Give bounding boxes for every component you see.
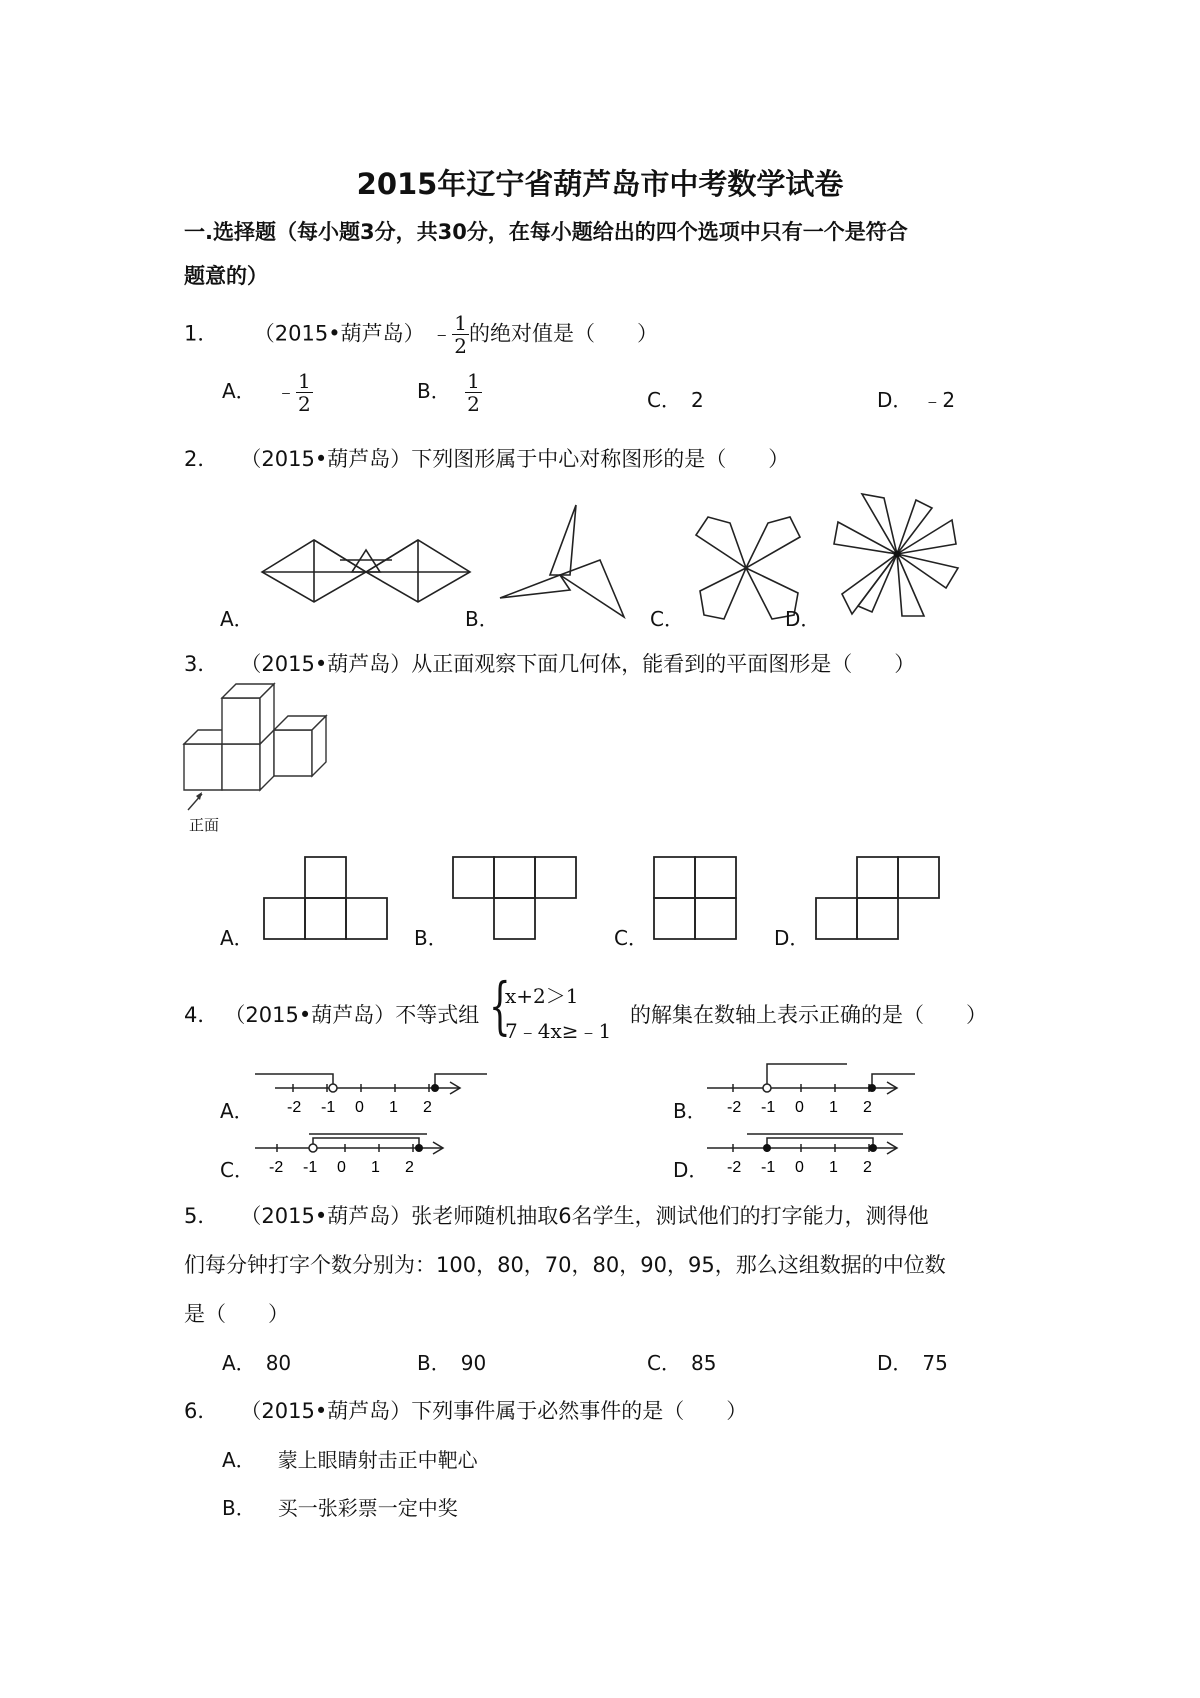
question-4-stem: 4． （2015•葫芦岛）不等式组 <box>184 1003 480 1027</box>
figure-3d <box>815 856 940 941</box>
option-2-a[interactable]: A． <box>220 607 254 631</box>
figure-2b <box>500 505 630 620</box>
question-sign: ﹣ <box>431 321 453 346</box>
svg-text:-2: -2 <box>727 1159 742 1176</box>
question-6-stem: 6． （2015•葫芦岛）下列事件属于必然事件的是（ ） <box>184 1399 748 1423</box>
svg-text:-2: -2 <box>287 1099 302 1116</box>
question-2-stem: 2． （2015•葫芦岛）下列图形属于中心对称图形的是（ ） <box>184 447 790 471</box>
svg-text:-2: -2 <box>269 1159 284 1176</box>
option-2-d[interactable]: D． <box>785 607 821 631</box>
section-header-line2: 题意的） <box>184 264 268 288</box>
option-5-a[interactable]: A． 80 <box>222 1351 292 1375</box>
question-number: 1． <box>184 321 219 346</box>
option-4-d[interactable]: D． <box>673 1158 709 1182</box>
svg-text:0: 0 <box>337 1159 346 1176</box>
option-1-c[interactable]: C． 2 <box>647 388 704 412</box>
question-3-stem: 3． （2015•葫芦岛）从正面观察下面几何体，能看到的平面图形是（ ） <box>184 652 916 676</box>
option-5-b[interactable]: B． 90 <box>417 1351 487 1375</box>
option-5-d[interactable]: D． 75 <box>877 1351 948 1375</box>
page-title: 2015年辽宁省葫芦岛市中考数学试卷 <box>356 167 844 201</box>
svg-text:0: 0 <box>355 1099 364 1116</box>
question-4-tail: 的解集在数轴上表示正确的是（ ） <box>630 1003 987 1027</box>
option-2-c[interactable]: C． <box>650 607 684 631</box>
numberline-a <box>255 1070 495 1115</box>
figure-2d <box>832 494 962 619</box>
svg-text:1: 1 <box>829 1099 838 1116</box>
figure-3c <box>653 856 738 941</box>
option-3-d[interactable]: D． <box>774 926 810 950</box>
option-5-c[interactable]: C． 85 <box>647 1351 717 1375</box>
fraction: $\frac{1}{2}$ <box>454 311 468 358</box>
solid-3d-figure <box>184 694 334 829</box>
svg-text:-1: -1 <box>321 1099 336 1116</box>
option-6-a[interactable]: A． 蒙上眼睛射击正中靶心 <box>222 1448 478 1472</box>
svg-text:1: 1 <box>829 1159 838 1176</box>
system-brace: { <box>489 969 511 1042</box>
svg-text:1: 1 <box>389 1099 398 1116</box>
question-5-line2: 们每分钟打字个数分别为：100，80，70，80，90，95，那么这组数据的中位数 <box>184 1253 946 1277</box>
question-5-line1: 5． （2015•葫芦岛）张老师随机抽取6名学生，测试他们的打字能力，测得他 <box>184 1204 929 1228</box>
option-2-b[interactable]: B． <box>465 607 499 631</box>
svg-text:-1: -1 <box>303 1159 318 1176</box>
svg-text:-1: -1 <box>761 1099 776 1116</box>
figure-3a <box>263 856 388 941</box>
section-header-line1: 一.选择题（每小题3分，共30分，在每小题给出的四个选项中只有一个是符合 <box>184 220 908 244</box>
question-1-stem <box>184 312 658 357</box>
option-1-a[interactable]: A． ﹣ $\frac{1}{2}$ <box>222 369 311 416</box>
numberline-b <box>707 1070 947 1115</box>
front-label: 正面 <box>189 816 220 834</box>
option-3-a[interactable]: A． <box>220 926 254 950</box>
option-6-b[interactable]: B． 买一张彩票一定中奖 <box>222 1496 458 1520</box>
figure-2a <box>262 540 472 600</box>
inequality-2: 7﹣4x≥﹣1 <box>505 1019 612 1043</box>
question-5-line3: 是（ ） <box>184 1302 289 1326</box>
svg-text:0: 0 <box>795 1159 804 1176</box>
figure-3b <box>452 856 577 941</box>
option-4-c[interactable]: C． <box>220 1158 254 1182</box>
option-4-a[interactable]: A． <box>220 1099 254 1123</box>
option-3-b[interactable]: B． <box>414 926 448 950</box>
svg-text:-1: -1 <box>761 1159 776 1176</box>
svg-text:2: 2 <box>423 1099 432 1116</box>
option-4-b[interactable]: B． <box>673 1099 707 1123</box>
svg-text:2: 2 <box>863 1099 872 1116</box>
option-3-c[interactable]: C． <box>614 926 648 950</box>
numberline-c <box>255 1130 455 1175</box>
svg-text:2: 2 <box>863 1159 872 1176</box>
svg-text:-2: -2 <box>727 1099 742 1116</box>
question-text: 的绝对值是（ ） <box>469 321 659 346</box>
svg-text:0: 0 <box>795 1099 804 1116</box>
svg-text:2: 2 <box>405 1159 414 1176</box>
inequality-1: x+2＞1 <box>505 984 579 1008</box>
option-1-d[interactable]: D． ﹣2 <box>877 388 956 412</box>
option-1-b[interactable]: B． $\frac{1}{2}$ <box>417 369 480 416</box>
numberline-d <box>707 1130 917 1175</box>
question-source: （2015•葫芦岛） <box>253 321 425 346</box>
svg-text:1: 1 <box>371 1159 380 1176</box>
